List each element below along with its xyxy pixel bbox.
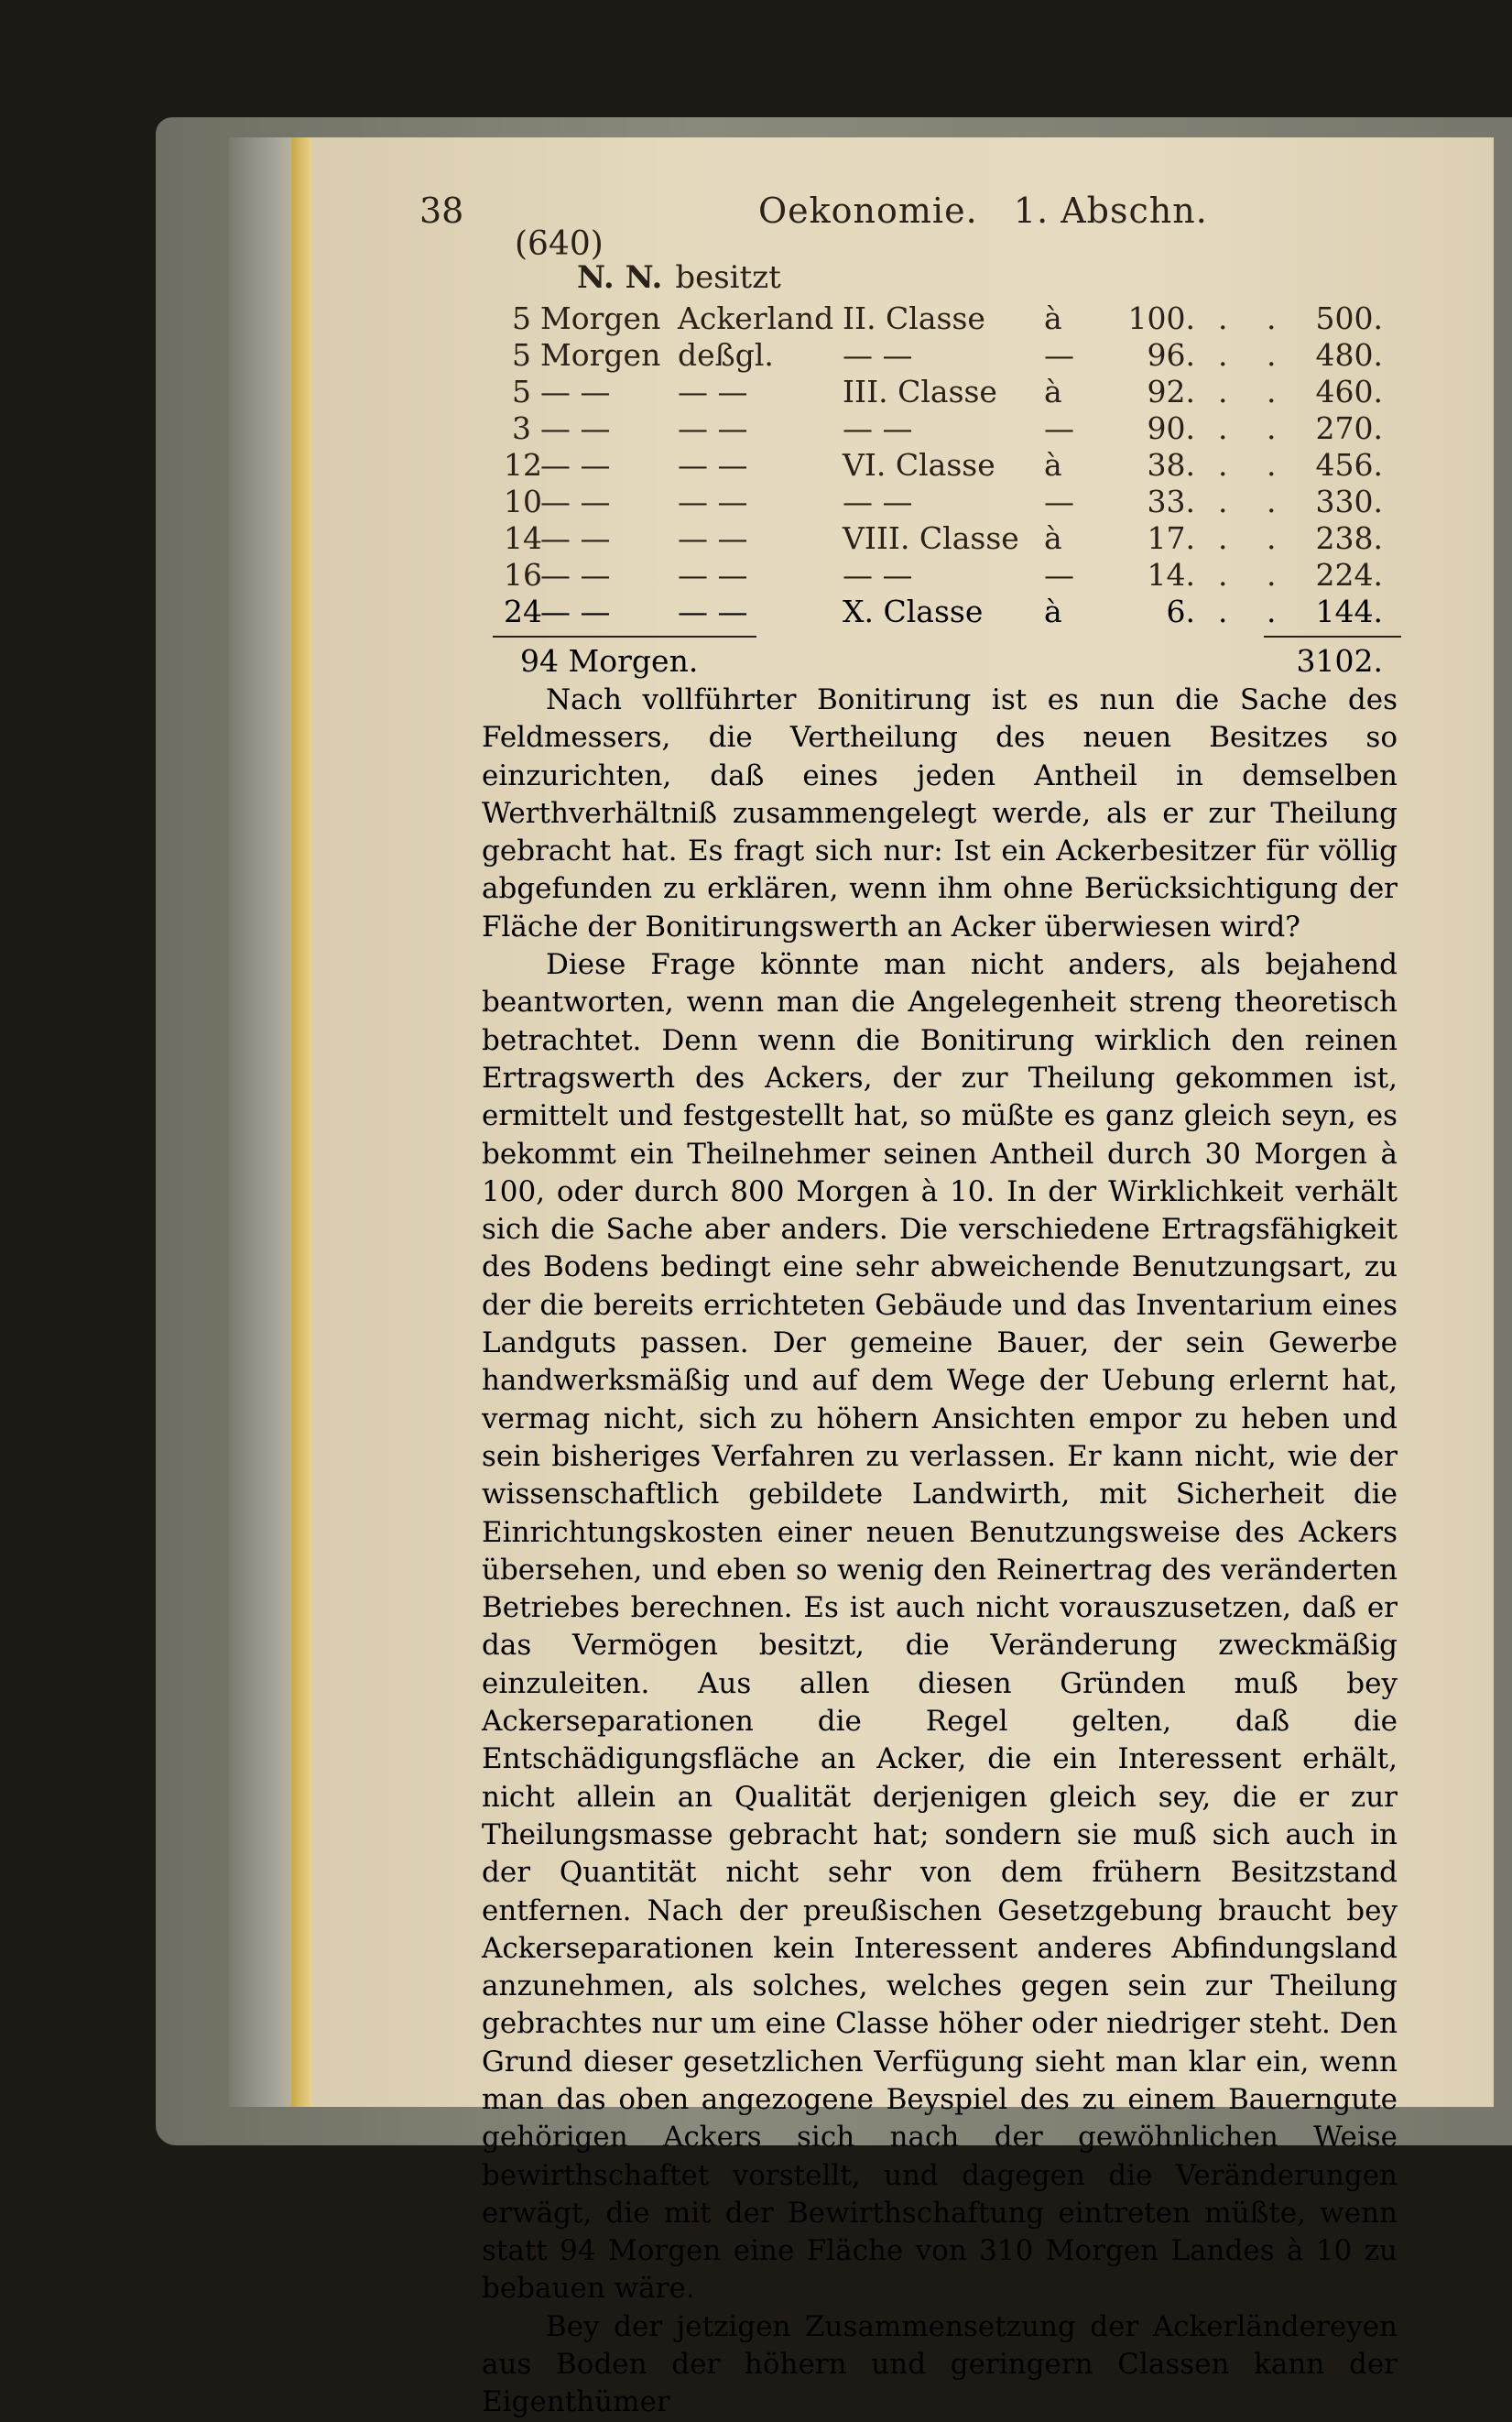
table-cell: — — [678,520,748,556]
table-cell: 38. [1147,447,1195,483]
table-cell: 224. [1315,557,1383,593]
sum-acreage: 94 Morgen. [520,643,699,679]
table-cell: 5 [512,300,531,336]
sum-rule-left [493,636,756,638]
table-cell: 33. [1147,484,1195,519]
table-cell: 14. [1147,557,1195,593]
table-cell: 270. [1315,410,1383,446]
table-cell: — — [540,594,611,629]
table-cell: Ackerland [678,300,834,336]
table-cell: 10 [504,484,542,519]
table-cell: . . [1218,300,1291,336]
table-cell: . . [1218,557,1291,593]
table-cell: III. Classe [843,374,997,409]
sum-rule-right [1264,636,1401,638]
table-cell: 144. [1315,594,1383,629]
body-text [482,682,1398,2422]
table-cell: X. Classe [843,594,984,629]
table-cell: 90. [1147,410,1195,446]
table-cell: 5 [512,374,531,409]
sum-value: 3102. [1296,643,1383,679]
table-cell: 14 [504,520,542,556]
paragraph: Bey der jetzigen Zusammensetzung der Ackerländereyen aus Boden der höhern und geringern Classen kann der Eigenthümer [482,2309,1398,2419]
running-title: Oekonomie. 1. Abschn. [758,191,1208,231]
owner-label: N. N. [577,259,663,296]
table-cell: — — [540,557,611,593]
table-cell: — — [843,337,913,373]
table-cell: — — [678,447,748,483]
table-cell: Morgen [540,300,661,336]
table-cell: — — [678,410,748,446]
table-cell: — — [843,410,913,446]
table-cell: VIII. Classe [843,520,1019,556]
table-cell: — — [843,484,913,519]
table-cell: deßgl. [678,337,774,373]
table-cell: 238. [1315,520,1383,556]
table-cell: — — [843,557,913,593]
table-cell: — — [540,484,611,519]
page-number: 38 [419,191,464,231]
table-cell: Morgen [540,337,661,373]
paragraph: Diese Frage könnte man nicht anders, als bejahend beantworten, wenn man die Angelegenheit streng theoretisch betrachtet. Denn wenn die Bonitirung wirklich den reinen Ertragswerth des Ackers, der zur Theilung gekommen ist, ermittelt und festgestellt hat, so müßte es ganz gleich seyn, es bekommt ein Theilnehmer seinen Antheil durch 30 Morgen à 100, oder durch 800 Morgen à 10. In der Wirklichkeit verhält sich die Sache aber anders. Die verschiedene Ertragsfähigkeit des Bodens bedingt eine sehr abweichende Benutzungsart, zu der die bereits errichteten Gebäude und das Inventarium eines Landguts passen. Der gemeine Bauer, der sein Gewerbe handwerksmäßig und auf dem Wege der Uebung erlernt hat, vermag nicht, sich zu höhern Ansichten empor zu heben und sein bisheriges Verfahren zu verlassen. Er kann nicht, wie der wissenschaftlich gebildete Landwirth, mit Sicherheit die Einrichtungskosten einer neuen Benutzungsweise des Ackers übersehen, und eben so wenig den Reinertrag des veränderten Betriebes berechnen. Es ist auch nicht vorauszusetzen, daß er das Vermögen besitzt, die Veränderung zweckmäßig einzuleiten. Aus allen diesen Gründen muß bey Ackerseparationen die Regel gelten, daß die Entschädigungsfläche an Acker, die ein Interessent erhält, nicht allein an Qualität derjenigen gleich sey, die er zur Theilungsmasse gebracht hat; sondern sie muß sich auch in der Quantität nicht sehr von dem frühern Besitzstand entfernen. Nach der preußischen Gesetzgebung braucht bey Ackerseparationen kein Interessent anderes Abfindungsland anzunehmen, als solches, welches gegen sein zur Theilung gebrachtes nur um eine Classe höher oder niedriger steht. Den Grund dieser gesetzlichen Verfügung sieht man klar ein, wenn man das oben angezogene Beyspiel des zu einem Bauerngute gehörigen Ackers sich nach der gewöhnlichen Weise bewirthschaftet vorstellt, und dagegen die Veränderungen erwägt, die mit der Bewirthschaftung eintreten müßte, wenn statt 94 Morgen eine Fläche von 310 Morgen Landes à 10 zu bebauen wäre. [482,948,1398,2306]
table-cell: — — [678,557,748,593]
table-cell: 92. [1147,374,1195,409]
table-row [311,594,1494,630]
table-cell: . . [1218,594,1291,629]
table-cell: à [1044,520,1062,556]
table-cell: II. Classe [843,300,985,336]
table-cell: — — [678,374,748,409]
table-cell: . . [1218,520,1291,556]
table-cell: . . [1218,447,1291,483]
table-cell: . . [1218,337,1291,373]
table-cell: 24 [504,594,542,629]
table-cell: à [1044,374,1062,409]
table-cell: VI. Classe [843,447,995,483]
margin-number: (640) [515,225,604,263]
table-cell: 460. [1315,374,1383,409]
table-cell: 480. [1315,337,1383,373]
table-cell: 17. [1147,520,1195,556]
table-cell: — — [540,447,611,483]
paragraph: Nach vollführter Bonitirung ist es nun die Sache des Feldmessers, die Vertheilung des neuen Besitzes so einzurichten, daß eines jeden Antheil in demselben Werthverhältniß zusammengelegt werde, als er zur Theilung gebracht hat. Es fragt sich nur: Ist ein Ackerbesitzer für völlig abgefunden zu erklären, wenn ihm ohne Berücksichtigung der Fläche der Bonitirungswerth an Acker überwiesen wird? [482,683,1398,944]
table-cell: 96. [1147,337,1195,373]
table-cell: à [1044,300,1062,336]
table-cell: — — [540,410,611,446]
table-cell: 3 [512,410,531,446]
page-overlay [311,137,1494,2419]
table-cell: 500. [1315,300,1383,336]
table-cell: — — [678,484,748,519]
table-cell: 100. [1127,300,1195,336]
table-cell: — — [540,374,611,409]
table-cell: — [1044,337,1074,373]
table-cell: 456. [1315,447,1383,483]
table-cell: . . [1218,374,1291,409]
table-cell: — [1044,484,1074,519]
table-cell: à [1044,447,1062,483]
owner-verb: besitzt [675,259,781,296]
table-cell: à [1044,594,1062,629]
table-cell: 5 [512,337,531,373]
table-cell: . . [1218,484,1291,519]
table-cell: — — [540,520,611,556]
table-cell: — [1044,557,1074,593]
table-cell: 16 [504,557,542,593]
table-cell: — [1044,410,1074,446]
table-cell: 12 [504,447,542,483]
table-cell: 6. [1166,594,1195,629]
table-cell: — — [678,594,748,629]
table-cell: 330. [1315,484,1383,519]
table-cell: . . [1218,410,1291,446]
